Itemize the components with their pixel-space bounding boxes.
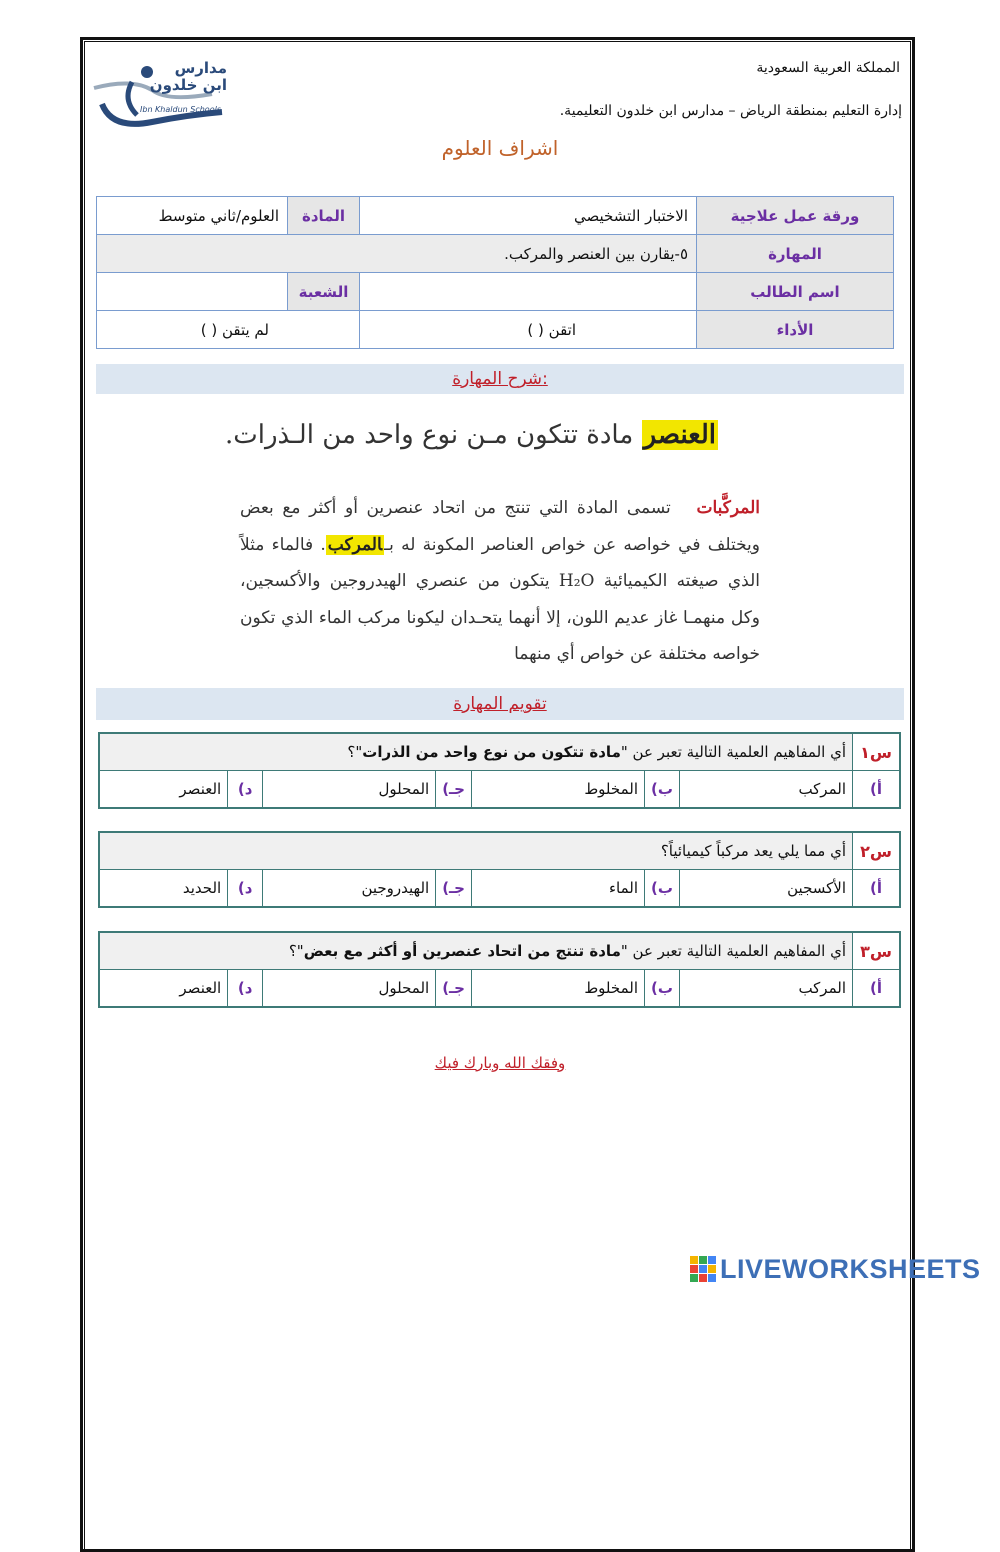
question-1	[98, 732, 901, 809]
option-c[interactable]: المحلول	[263, 771, 436, 809]
element-definition	[225, 420, 718, 450]
logo-english: Ibn Khaldun Schools	[140, 105, 221, 114]
skill-label: المهارة	[697, 235, 894, 273]
student-name-label: اسم الطالب	[697, 273, 894, 311]
test-name: الاختبار التشخيصي	[360, 197, 697, 235]
option-d[interactable]: العنصر	[99, 771, 228, 809]
supervision-title: اشراف العلوم	[441, 136, 559, 160]
option-letter-c: جـ)	[436, 870, 472, 908]
question-number: س٣	[853, 932, 901, 970]
option-c[interactable]: المحلول	[263, 970, 436, 1008]
question-3	[98, 931, 901, 1008]
question-text-bold: مادة تنتج من اتحاد عنصرين أو أكثر مع بعض	[303, 942, 621, 960]
option-letter-a: أ)	[853, 771, 901, 809]
compounds-paragraph	[240, 490, 760, 673]
option-d[interactable]: العنصر	[99, 970, 228, 1008]
logo-arabic-line1: مدارس	[174, 59, 227, 77]
option-a[interactable]: الأكسجين	[680, 870, 853, 908]
liveworksheets-text: LIVEWORKSHEETS	[720, 1253, 981, 1284]
question-number: س٢	[853, 832, 901, 870]
option-letter-b: ب)	[645, 970, 680, 1008]
element-definition-text: مادة تتكون مـن نوع واحد من الـذرات.	[225, 420, 634, 450]
option-c[interactable]: الهيدروجين	[263, 870, 436, 908]
evaluation-band	[96, 688, 904, 720]
option-letter-a: أ)	[853, 870, 901, 908]
mastered-option[interactable]: اتقن ( )	[360, 311, 697, 349]
option-letter-c: جـ)	[436, 771, 472, 809]
option-letter-a: أ)	[853, 970, 901, 1008]
liveworksheets-watermark	[690, 1255, 981, 1283]
option-letter-d: د)	[228, 771, 263, 809]
student-name-field[interactable]	[360, 273, 697, 311]
option-letter-c: جـ)	[436, 970, 472, 1008]
subject-label: المادة	[288, 197, 360, 235]
option-b[interactable]: الماء	[472, 870, 645, 908]
question-text-prefix: أي المفاهيم العلمية التالية تعبر عن "	[620, 743, 846, 761]
question-number: س١	[853, 733, 901, 771]
option-d[interactable]: الحديد	[99, 870, 228, 908]
section-label: الشعبة	[288, 273, 360, 311]
skill-value: ٥-يقارن بين العنصر والمركب.	[97, 235, 697, 273]
worksheet-info-table	[96, 196, 894, 349]
kingdom-title: المملكة العربية السعودية	[756, 60, 900, 76]
closing-blessing: وفقك الله وبارك فيك	[434, 1054, 566, 1072]
question-text	[99, 733, 853, 771]
option-letter-b: ب)	[645, 771, 680, 809]
question-text-bold: مادة تتكون من نوع واحد من الذرات	[362, 743, 621, 761]
option-a[interactable]: المركب	[680, 771, 853, 809]
option-letter-d: د)	[228, 970, 263, 1008]
compound-highlight: المركب	[327, 534, 383, 555]
question-text-prefix: أي مما يلي يعد مركباً كيميائياً؟	[660, 842, 846, 860]
liveworksheets-logo-icon	[690, 1256, 716, 1282]
compounds-term: المركَّبات	[696, 498, 761, 518]
question-text	[99, 932, 853, 970]
question-text-suffix: "؟	[347, 743, 363, 761]
question-text-prefix: أي المفاهيم العلمية التالية تعبر عن "	[620, 942, 846, 960]
compounds-text-part1: تسمى المادة التي تنتج من اتحاد عنصرين أو أكثر مع بعض ويختلف في خواصه عن خواص العناصر المكونة له بـ	[240, 498, 760, 555]
school-logo	[92, 60, 237, 130]
question-2	[98, 831, 901, 908]
section-field[interactable]	[97, 273, 288, 311]
not-mastered-option[interactable]: لم يتقن ( )	[97, 311, 360, 349]
compounds-text-part2: . فالماء مثلاً الذي صيغته الكيميائية H₂O يتكون من عنصري الهيدروجين والأكسجين، وكل منهمـا غاز عديم اللون، إلا أنهما يتحـدان ليكونا مركب الماء الذي تكون خواصه مختلفة عن خواص أي منهما	[240, 534, 760, 664]
evaluation-title: تقويم المهارة	[453, 694, 547, 714]
element-term: العنصر	[643, 420, 716, 450]
option-a[interactable]: المركب	[680, 970, 853, 1008]
option-b[interactable]: المخلوط	[472, 970, 645, 1008]
option-letter-d: د)	[228, 870, 263, 908]
question-text-suffix: "؟	[288, 942, 304, 960]
option-b[interactable]: المخلوط	[472, 771, 645, 809]
logo-arabic-line2: ابن خلدون	[149, 76, 227, 94]
question-text	[99, 832, 853, 870]
performance-label: الأداء	[697, 311, 894, 349]
worksheet-title: ورقة عمل علاجية	[697, 197, 894, 235]
option-letter-b: ب)	[645, 870, 680, 908]
skill-explanation-band	[96, 364, 904, 394]
subject-value: العلوم/ثاني متوسط	[97, 197, 288, 235]
skill-explanation-title: شرح المهارة:	[452, 369, 548, 389]
administration-title: إدارة التعليم بمنطقة الرياض – مدارس ابن خلدون التعليمية.	[559, 103, 902, 119]
